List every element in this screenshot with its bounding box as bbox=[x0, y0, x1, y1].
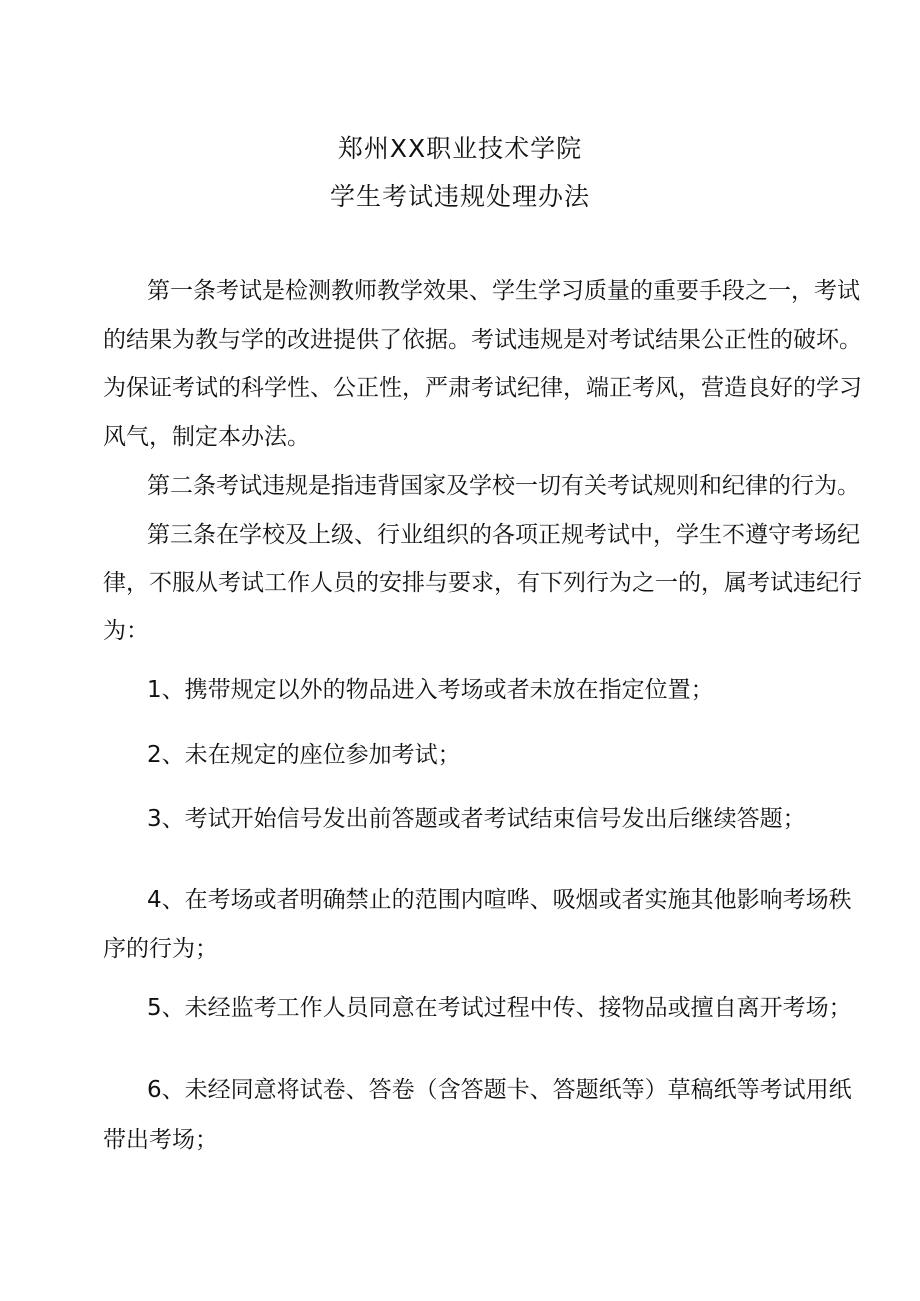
article-2-line-1: 第二条考试违规是指违背国家及学校一切有关考试规则和纪律的行为。 bbox=[147, 473, 860, 499]
article-3-line-2: 律，不服从考试工作人员的安排与要求，有下列行为之一的，属考试违纪行 bbox=[103, 570, 862, 596]
article-3-line-3: 为： bbox=[103, 618, 149, 644]
article-3-line-1: 第三条在学校及上级、行业组织的各项正规考试中，学生不遵守考场纪 bbox=[147, 522, 860, 548]
list-item-5: 5、未经监考工作人员同意在考试过程中传、接物品或擅自离开考场； bbox=[147, 995, 852, 1021]
list-item-4-line-1: 4、在考场或者明确禁止的范围内喧哗、吸烟或者实施其他影响考场秩 bbox=[147, 887, 852, 913]
article-1-line-4: 风气，制定本办法。 bbox=[103, 424, 310, 450]
list-item-2: 2、未在规定的座位参加考试； bbox=[147, 742, 461, 768]
list-item-4-line-2: 序的行为； bbox=[103, 936, 218, 962]
article-1-line-3: 为保证考试的科学性、公正性，严肃考试纪律，端正考风，营造良好的学习 bbox=[103, 375, 862, 401]
article-1-line-2: 的结果为教与学的改进提供了依据。考试违规是对考试结果公正性的破坏。 bbox=[103, 327, 862, 353]
list-item-3: 3、考试开始信号发出前答题或者考试结束信号发出后继续答题； bbox=[147, 806, 806, 832]
list-item-6-line-1: 6、未经同意将试卷、答卷（含答题卡、答题纸等）草稿纸等考试用纸 bbox=[147, 1077, 852, 1103]
list-item-1: 1、携带规定以外的物品进入考场或者未放在指定位置； bbox=[147, 677, 714, 703]
document-title-regulation: 学生考试违规处理办法 bbox=[329, 182, 590, 211]
article-1-line-1: 第一条考试是检测教师教学效果、学生学习质量的重要手段之一，考试 bbox=[147, 278, 860, 304]
document-title-school: 郑州XX职业技术学院 bbox=[337, 134, 583, 163]
list-item-6-line-2: 带出考场； bbox=[103, 1127, 218, 1153]
